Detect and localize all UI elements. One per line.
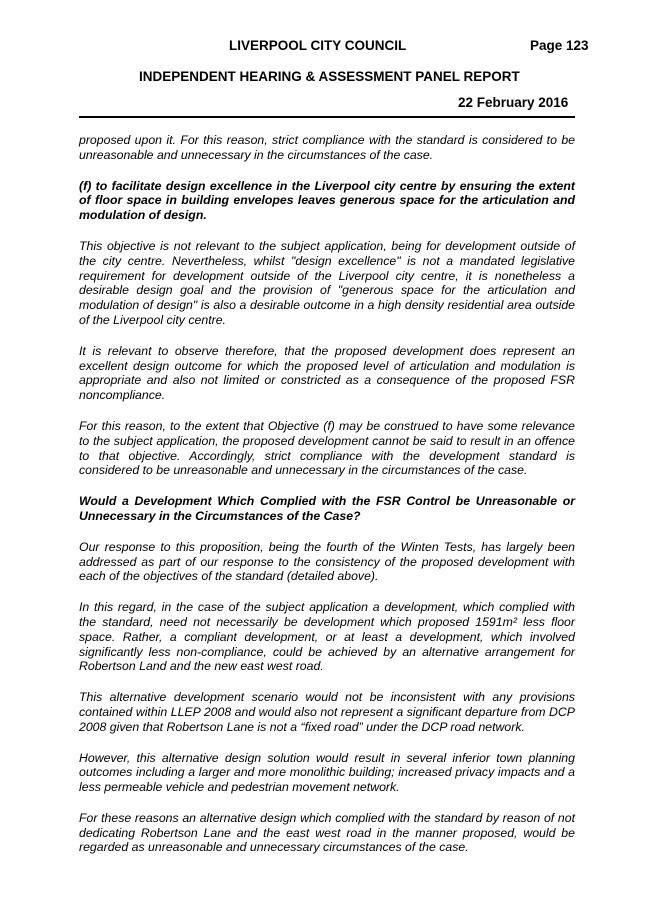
fsr-control-heading: Would a Development Which Complied with the FSR Control be Unreasonable or Unnecessary in the Circumstances of the Case?: [79, 494, 575, 523]
paragraph-alternative-scenario: This alternative development scenario would not be inconsistent with any provisions contained within LLEP 2008 and would also not represent a significant departure from DCP 2008 given that Robertson Lane is not a “fixed road” under the DCP road network.: [79, 690, 575, 734]
paragraph-winten-tests: Our response to this proposition, being the fourth of the Winten Tests, has largely been addressed as part of our response to the consistency of the proposed development with each of the objectives of the standard (detailed above).: [79, 539, 575, 584]
report-date: 22 February 2016: [458, 95, 569, 110]
paragraph-design-outcome: It is relevant to observe therefore, that the proposed development does represent an excellent design outcome for which the proposed level of articulation and modulation is appropriate and also not limited or constricted as a consequence of the proposed FSR noncompliance.: [79, 343, 575, 403]
paragraph-continuation: proposed upon it. For this reason, strict compliance with the standard is considered to be unreasonable and unnecessary in the circumstances of the case.: [79, 133, 575, 162]
objective-f-heading: (f) to facilitate design excellence in the Liverpool city centre by ensuring the extent of floor space in building envelopes leaves generous space for the articulation and modulation of design.: [79, 178, 575, 223]
header-divider: [79, 116, 575, 118]
report-title: INDEPENDENT HEARING & ASSESSMENT PANEL REPORT: [139, 69, 520, 84]
report-body: [79, 133, 575, 871]
page-number: Page 123: [530, 38, 589, 53]
council-name: LIVERPOOL CITY COUNCIL: [229, 38, 407, 53]
paragraph-compliant-development: In this regard, in the case of the subject application a development, which complied with the standard, need not necessarily be development which proposed 1591m² less floor space. Rather, a compliant development, or at least a development, which involved significantly less non-compliance, could be achieved by an alternative arrangement for Robertson Land and the new east west road.: [79, 600, 575, 674]
paragraph-objective-relevance: This objective is not relevant to the subject application, being for development outside of the city centre. Nevertheless, whilst "design excellence" is not a mandated legislative requirement for development outside of the Liverpool city centre, it is nonetheless a desirable design goal and the provision of "generous space for the articulation and modulation of design" is also a desirable outcome in a high density residential area outside of the Liverpool city centre.: [79, 238, 575, 327]
paragraph-objective-f-conclusion: For this reason, to the extent that Objective (f) may be construed to have some relevance to the subject application, the proposed development cannot be said to result in an offence to that objective. Accordingly, strict compliance with the development standard is considered to be unreasonable and unnecessary in the circumstances of the case.: [79, 418, 575, 478]
paragraph-final-conclusion: For these reasons an alternative design which complied with the standard by reason of not dedicating Robertson Lane and the east west road in the manner proposed, would be regarded as unreasonable and unnecessary circumstances of the case.: [79, 810, 575, 855]
paragraph-inferior-outcomes: However, this alternative design solution would result in several inferior town planning outcomes including a larger and more monolithic building; increased privacy impacts and a less permeable vehicle and pedestrian movement network.: [79, 750, 575, 795]
